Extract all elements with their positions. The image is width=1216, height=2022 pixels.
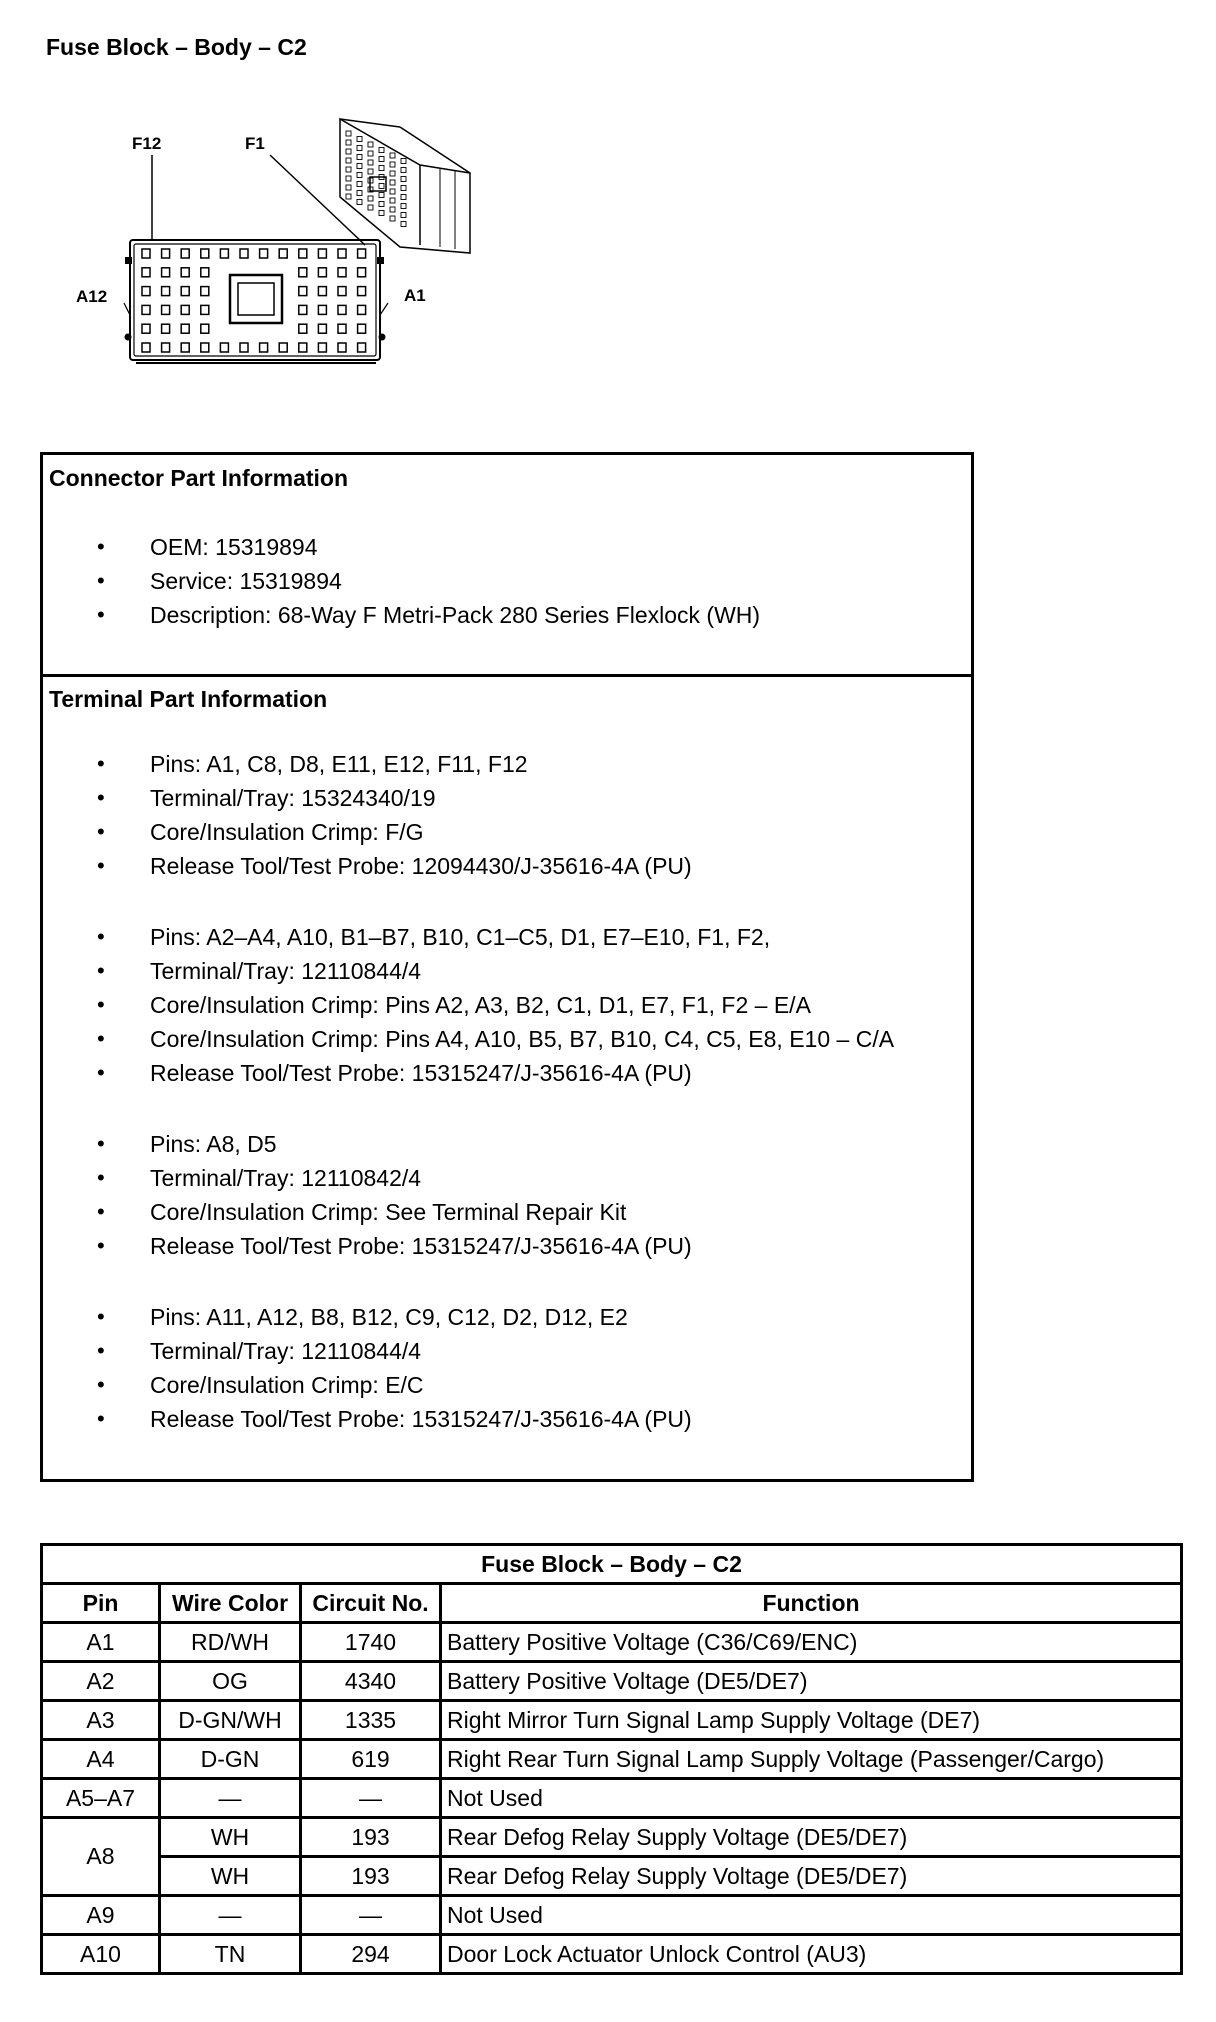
circuit-cell: — <box>301 1779 441 1818</box>
pin-cavity <box>162 324 170 333</box>
table-row <box>42 1740 1182 1779</box>
column-header-circuit: Circuit No. <box>301 1584 441 1623</box>
table-row <box>42 1935 1182 1974</box>
pin-cavity <box>181 268 189 277</box>
pin-cavity <box>162 305 170 314</box>
pin-cavity-3d <box>346 149 351 154</box>
pin-cavity <box>338 343 346 352</box>
terminal-group-4 <box>43 1300 692 1436</box>
pin-cavity-3d <box>401 159 406 164</box>
pin-cavity-3d <box>368 196 373 201</box>
label-f1: F1 <box>245 134 265 153</box>
pin-cavity <box>318 324 326 333</box>
pin-cavity-3d <box>390 198 395 203</box>
pin-cavity-3d <box>346 131 351 136</box>
circuit-cell: — <box>301 1896 441 1935</box>
connector-part-information <box>43 455 971 677</box>
table-caption-row <box>42 1545 1182 1584</box>
pin-cavity <box>318 249 326 258</box>
pin-cavity <box>201 287 209 296</box>
list-item: • Core/Insulation Crimp: Pins A2, A3, B2, C1, D1, E7, F1, F2 – E/A <box>43 988 894 1022</box>
pin-cavity-3d <box>390 189 395 194</box>
pin-cavity-3d <box>368 205 373 210</box>
table-caption: Fuse Block – Body – C2 <box>42 1545 1182 1584</box>
list-item: • Core/Insulation Crimp: Pins A4, A10, B5, B7, B10, C4, C5, E8, E10 – C/A <box>43 1022 894 1056</box>
pin-cell: A3 <box>42 1701 160 1740</box>
pin-cavity <box>299 268 307 277</box>
terminal-group-1 <box>43 747 692 883</box>
pin-cavity <box>142 268 150 277</box>
pin-cell: A1 <box>42 1623 160 1662</box>
column-header-function: Function <box>441 1584 1182 1623</box>
pin-cavity-3d <box>401 195 406 200</box>
pin-cavity <box>358 287 366 296</box>
pin-cavity <box>201 249 209 258</box>
pin-cavity-3d <box>379 157 384 162</box>
function-cell: Rear Defog Relay Supply Voltage (DE5/DE7) <box>441 1818 1182 1857</box>
pin-cavity <box>201 305 209 314</box>
pin-cavity-3d <box>346 176 351 181</box>
pin-table <box>40 1543 1183 1975</box>
page-title: Fuse Block – Body – C2 <box>46 34 307 60</box>
pin-cavity-3d <box>401 177 406 182</box>
pin-cavity <box>338 287 346 296</box>
pin-cavity <box>181 305 189 314</box>
label-f12: F12 <box>132 134 162 153</box>
circuit-cell: 619 <box>301 1740 441 1779</box>
column-header-pin: Pin <box>42 1584 160 1623</box>
pin-cavity-3d <box>401 186 406 191</box>
wire-color-cell: TN <box>160 1935 301 1974</box>
label-a12: A12 <box>76 287 108 306</box>
list-item: • Terminal/Tray: 12110844/4 <box>43 954 894 988</box>
table-row <box>42 1857 1182 1896</box>
pin-cavity <box>142 324 150 333</box>
list-item: • Service: 15319894 <box>43 564 760 598</box>
pin-cavity <box>201 324 209 333</box>
pin-cavity <box>358 343 366 352</box>
pin-cavity <box>181 324 189 333</box>
circuit-cell: 1335 <box>301 1701 441 1740</box>
table-header-row <box>42 1584 1182 1623</box>
pin-cavity-3d <box>346 167 351 172</box>
pin-cavity-3d <box>401 213 406 218</box>
pin-cavity <box>358 249 366 258</box>
pin-cavity <box>338 249 346 258</box>
pin-cavity-3d <box>368 169 373 174</box>
pin-cavity-3d <box>390 162 395 167</box>
pin-cavity <box>142 287 150 296</box>
pin-cavity <box>240 343 248 352</box>
pin-cavity <box>338 305 346 314</box>
pin-cavity-3d <box>357 164 362 169</box>
pin-cavity <box>142 305 150 314</box>
circuit-cell: 193 <box>301 1857 441 1896</box>
pin-cavity-3d <box>357 182 362 187</box>
table-row <box>42 1779 1182 1818</box>
list-item: • Release Tool/Test Probe: 12094430/J-35616-4A (PU) <box>43 849 692 883</box>
list-item: • Pins: A11, A12, B8, B12, C9, C12, D2, D12, E2 <box>43 1300 692 1334</box>
pin-cell: A9 <box>42 1896 160 1935</box>
pin-cavity-3d <box>379 166 384 171</box>
table-row <box>42 1896 1182 1935</box>
pin-cavity <box>181 249 189 258</box>
pin-cavity <box>358 305 366 314</box>
connector-info-list <box>43 530 760 632</box>
pin-cavity-3d <box>346 158 351 163</box>
list-item: • Terminal/Tray: 12110842/4 <box>43 1161 692 1195</box>
function-cell: Battery Positive Voltage (C36/C69/ENC) <box>441 1623 1182 1662</box>
function-cell: Rear Defog Relay Supply Voltage (DE5/DE7) <box>441 1857 1182 1896</box>
pin-cavity-3d <box>379 193 384 198</box>
connector-info-heading: Connector Part Information <box>49 465 349 491</box>
pin-cavity-3d <box>357 173 362 178</box>
table-row <box>42 1818 1182 1857</box>
pin-cell: A4 <box>42 1740 160 1779</box>
table-row <box>42 1701 1182 1740</box>
pin-cavity-3d <box>390 180 395 185</box>
pin-cavity <box>318 268 326 277</box>
pin-cavity-3d <box>390 171 395 176</box>
pin-cavity <box>260 249 268 258</box>
wire-color-cell: WH <box>160 1857 301 1896</box>
pin-cavity <box>220 249 228 258</box>
pin-cavity <box>338 324 346 333</box>
wire-color-cell: D-GN/WH <box>160 1701 301 1740</box>
pin-cavity <box>279 249 287 258</box>
pin-cavity-3d <box>390 216 395 221</box>
terminal-group-3 <box>43 1127 692 1263</box>
pin-cavity-3d <box>357 155 362 160</box>
connector-3d-icon <box>340 119 470 253</box>
label-a1: A1 <box>404 286 426 305</box>
list-item: • OEM: 15319894 <box>43 530 760 564</box>
pin-cell: A5–A7 <box>42 1779 160 1818</box>
circuit-cell: 294 <box>301 1935 441 1974</box>
pin-cell: A2 <box>42 1662 160 1701</box>
pin-cavity <box>279 343 287 352</box>
pin-cell: A8 <box>42 1818 160 1896</box>
pin-cavity <box>181 287 189 296</box>
column-header-wire-color: Wire Color <box>160 1584 301 1623</box>
pin-cavity-3d <box>379 202 384 207</box>
pin-cavity-3d <box>401 204 406 209</box>
pin-cavity-3d <box>401 168 406 173</box>
pin-cavity-3d <box>346 140 351 145</box>
pin-cavity <box>299 249 307 258</box>
list-item: • Release Tool/Test Probe: 15315247/J-35616-4A (PU) <box>43 1229 692 1263</box>
function-cell: Door Lock Actuator Unlock Control (AU3) <box>441 1935 1182 1974</box>
part-information-box <box>40 452 974 1482</box>
table-row <box>42 1662 1182 1701</box>
pin-cavity-3d <box>368 142 373 147</box>
terminal-group-2 <box>43 920 894 1090</box>
pin-cavity-3d <box>357 137 362 142</box>
list-item: • Core/Insulation Crimp: See Terminal Repair Kit <box>43 1195 692 1229</box>
wire-color-cell: OG <box>160 1662 301 1701</box>
wire-color-cell: — <box>160 1779 301 1818</box>
list-item: • Terminal/Tray: 12110844/4 <box>43 1334 692 1368</box>
function-cell: Right Mirror Turn Signal Lamp Supply Voltage (DE7) <box>441 1701 1182 1740</box>
pin-cavity <box>299 343 307 352</box>
pin-cavity <box>358 268 366 277</box>
pin-cavity <box>162 287 170 296</box>
pin-cavity <box>318 343 326 352</box>
pin-cavity-3d <box>368 160 373 165</box>
list-item: • Pins: A2–A4, A10, B1–B7, B10, C1–C5, D1, E7–E10, F1, F2, <box>43 920 894 954</box>
list-item: • Core/Insulation Crimp: E/C <box>43 1368 692 1402</box>
pin-cavity <box>299 305 307 314</box>
list-item: • Terminal/Tray: 15324340/19 <box>43 781 692 815</box>
pin-cavity-3d <box>357 191 362 196</box>
list-item: • Pins: A1, C8, D8, E11, E12, F11, F12 <box>43 747 692 781</box>
list-item: • Pins: A8, D5 <box>43 1127 692 1161</box>
pin-cavity <box>220 343 228 352</box>
pin-cavity <box>162 268 170 277</box>
pin-cavity-3d <box>401 222 406 227</box>
pin-cavity <box>260 343 268 352</box>
list-item: • Description: 68-Way F Metri-Pack 280 Series Flexlock (WH) <box>43 598 760 632</box>
wire-color-cell: RD/WH <box>160 1623 301 1662</box>
circuit-cell: 4340 <box>301 1662 441 1701</box>
wire-color-cell: WH <box>160 1818 301 1857</box>
pin-cavity <box>162 343 170 352</box>
pin-cavity-3d <box>346 185 351 190</box>
function-cell: Right Rear Turn Signal Lamp Supply Voltage (Passenger/Cargo) <box>441 1740 1182 1779</box>
pin-cavity-3d <box>346 194 351 199</box>
pin-cavity <box>338 268 346 277</box>
circuit-cell: 193 <box>301 1818 441 1857</box>
terminal-info-heading: Terminal Part Information <box>49 686 328 712</box>
table-row <box>42 1623 1182 1662</box>
pin-cavity-3d <box>379 211 384 216</box>
pin-cavity <box>299 287 307 296</box>
pin-cavity-3d <box>390 153 395 158</box>
list-item: • Release Tool/Test Probe: 15315247/J-35616-4A (PU) <box>43 1056 894 1090</box>
pin-cavity <box>358 324 366 333</box>
wire-color-cell: D-GN <box>160 1740 301 1779</box>
pin-cavity <box>181 343 189 352</box>
list-item: • Core/Insulation Crimp: F/G <box>43 815 692 849</box>
pin-cavity <box>142 249 150 258</box>
pin-cavity <box>162 249 170 258</box>
pin-cavity <box>318 287 326 296</box>
pin-cavity <box>240 249 248 258</box>
circuit-cell: 1740 <box>301 1623 441 1662</box>
pin-cavity-3d <box>379 184 384 189</box>
pin-cavity <box>318 305 326 314</box>
function-cell: Battery Positive Voltage (DE5/DE7) <box>441 1662 1182 1701</box>
pin-cavity <box>142 343 150 352</box>
wire-color-cell: — <box>160 1896 301 1935</box>
pin-cavity-3d <box>379 148 384 153</box>
pin-cavity-3d <box>368 151 373 156</box>
pin-cavity-3d <box>390 207 395 212</box>
pin-cell: A10 <box>42 1935 160 1974</box>
connector-diagram <box>70 115 490 375</box>
function-cell: Not Used <box>441 1896 1182 1935</box>
pin-cavity <box>201 343 209 352</box>
pin-cavity-3d <box>357 200 362 205</box>
pin-cavity <box>299 324 307 333</box>
connector-face-icon <box>124 155 388 363</box>
list-item: • Release Tool/Test Probe: 15315247/J-35616-4A (PU) <box>43 1402 692 1436</box>
function-cell: Not Used <box>441 1779 1182 1818</box>
pin-cavity-3d <box>357 146 362 151</box>
pin-cavity <box>201 268 209 277</box>
